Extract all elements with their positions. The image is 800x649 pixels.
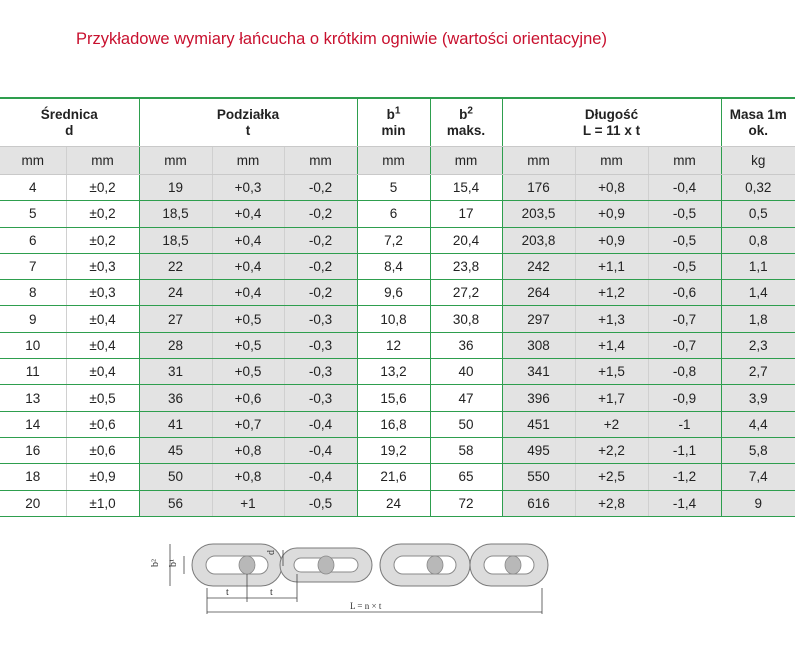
table-cell: -0,9: [648, 385, 721, 411]
table-cell: ±0,2: [66, 227, 139, 253]
table-row: [0, 253, 795, 279]
header-b1-sup: 1: [394, 105, 401, 116]
table-cell: 13,2: [357, 359, 430, 385]
table-cell: 36: [139, 385, 212, 411]
table-cell: 15,4: [430, 175, 502, 201]
table-cell: 47: [430, 385, 502, 411]
header-length-title: Długość: [584, 106, 639, 122]
table-cell: 4,4: [721, 411, 795, 437]
label-l: L = n × t: [350, 601, 382, 611]
unit-cell: mm: [0, 147, 66, 175]
table-cell: ±0,3: [66, 253, 139, 279]
table-cell: -0,3: [284, 385, 357, 411]
header-b2-sub: maks.: [446, 122, 486, 138]
table-cell: -0,3: [284, 359, 357, 385]
table-cell: 308: [502, 332, 575, 358]
table-cell: 20,4: [430, 227, 502, 253]
label-t2: t: [270, 587, 273, 598]
table-cell: 10,8: [357, 306, 430, 332]
table-row: [0, 227, 795, 253]
header-mass-title: Masa 1m: [729, 106, 787, 122]
unit-cell: mm: [648, 147, 721, 175]
table-cell: 7,4: [721, 464, 795, 490]
table-cell: 297: [502, 306, 575, 332]
header-b2-sup: 2: [467, 105, 473, 116]
table-row: [0, 332, 795, 358]
table-cell: 3,9: [721, 385, 795, 411]
header-length: [502, 98, 721, 147]
table-cell: +0,8: [575, 175, 648, 201]
header-length-formula: L = 11 x t: [582, 122, 641, 138]
header-b1-sub: min: [381, 122, 406, 138]
table-cell: 6: [357, 201, 430, 227]
table-cell: 56: [139, 490, 212, 516]
chain-dimensions-table: [0, 97, 795, 517]
table-cell: 264: [502, 280, 575, 306]
table-cell: -0,5: [284, 490, 357, 516]
table-cell: +0,4: [212, 280, 284, 306]
table-cell: +0,9: [575, 227, 648, 253]
table-cell: 41: [139, 411, 212, 437]
table-cell: ±0,9: [66, 464, 139, 490]
table-cell: 8,4: [357, 253, 430, 279]
table-cell: 45: [139, 437, 212, 463]
table-cell: 11: [0, 359, 66, 385]
table-cell: 31: [139, 359, 212, 385]
link-hole-3: [394, 556, 456, 574]
header-pitch: [139, 98, 357, 147]
table-cell: ±0,2: [66, 175, 139, 201]
table-cell: +1,7: [575, 385, 648, 411]
table-cell: 24: [357, 490, 430, 516]
table-cell: 5: [357, 175, 430, 201]
table-cell: -0,4: [284, 411, 357, 437]
table-cell: 7: [0, 253, 66, 279]
header-pitch-title: Podziałka: [216, 106, 280, 122]
table-cell: 23,8: [430, 253, 502, 279]
unit-cell: mm: [430, 147, 502, 175]
table-cell: +0,4: [212, 201, 284, 227]
table-cell: 1,4: [721, 280, 795, 306]
table-cell: 203,5: [502, 201, 575, 227]
table-cell: -0,2: [284, 201, 357, 227]
table-cell: 18: [0, 464, 66, 490]
table-cell: 72: [430, 490, 502, 516]
table-cell: 15,6: [357, 385, 430, 411]
header-b1-symbol: b: [386, 106, 395, 122]
table-cell: 20: [0, 490, 66, 516]
table-cell: -0,7: [648, 332, 721, 358]
table-body: [0, 175, 795, 517]
table-cell: 58: [430, 437, 502, 463]
table-cell: 7,2: [357, 227, 430, 253]
table-row: [0, 411, 795, 437]
table-cell: 18,5: [139, 201, 212, 227]
table-row: [0, 280, 795, 306]
table-cell: ±1,0: [66, 490, 139, 516]
table-cell: -0,8: [648, 359, 721, 385]
table-row: [0, 385, 795, 411]
table-cell: 1,8: [721, 306, 795, 332]
table-cell: 14: [0, 411, 66, 437]
table-cell: -0,2: [284, 175, 357, 201]
table-cell: 5: [0, 201, 66, 227]
table-cell: 28: [139, 332, 212, 358]
table-row: [0, 175, 795, 201]
table-cell: 12: [357, 332, 430, 358]
table-cell: +1,2: [575, 280, 648, 306]
table-cell: +0,9: [575, 201, 648, 227]
table-cell: 65: [430, 464, 502, 490]
unit-cell: mm: [284, 147, 357, 175]
table-cell: 17: [430, 201, 502, 227]
table-row: [0, 306, 795, 332]
table-cell: +2: [575, 411, 648, 437]
unit-cell: kg: [721, 147, 795, 175]
chain-link-diagram: [150, 522, 550, 622]
table-cell: +0,4: [212, 253, 284, 279]
table-row: [0, 490, 795, 516]
header-mass: [721, 98, 795, 147]
table-cell: ±0,2: [66, 201, 139, 227]
units-row: [0, 147, 795, 175]
table-cell: +1,5: [575, 359, 648, 385]
table-cell: ±0,5: [66, 385, 139, 411]
header-b1: [357, 98, 430, 147]
header-b2: [430, 98, 502, 147]
table-cell: +0,8: [212, 437, 284, 463]
table-cell: +1,1: [575, 253, 648, 279]
header-mass-sub: ok.: [748, 122, 768, 138]
table-cell: +2,5: [575, 464, 648, 490]
table-cell: +0,8: [212, 464, 284, 490]
table-cell: 242: [502, 253, 575, 279]
table-cell: 2,3: [721, 332, 795, 358]
table-cell: 176: [502, 175, 575, 201]
table-cell: -0,4: [648, 175, 721, 201]
table-cell: 50: [139, 464, 212, 490]
table-cell: 10: [0, 332, 66, 358]
unit-cell: mm: [502, 147, 575, 175]
table-cell: 16: [0, 437, 66, 463]
link-section-2: [318, 556, 334, 574]
table-cell: -1,2: [648, 464, 721, 490]
table-row: [0, 201, 795, 227]
table-cell: ±0,6: [66, 437, 139, 463]
table-cell: +0,5: [212, 332, 284, 358]
table-cell: -0,2: [284, 253, 357, 279]
table-cell: 36: [430, 332, 502, 358]
table-cell: +0,4: [212, 227, 284, 253]
header-pitch-symbol: t: [245, 122, 251, 138]
table-cell: 495: [502, 437, 575, 463]
table-cell: -0,2: [284, 280, 357, 306]
table-cell: 27,2: [430, 280, 502, 306]
table-cell: 27: [139, 306, 212, 332]
table-cell: 24: [139, 280, 212, 306]
label-b1: b¹: [168, 559, 179, 567]
header-diameter-title: Średnica: [40, 106, 98, 122]
table-cell: 18,5: [139, 227, 212, 253]
table-cell: 22: [139, 253, 212, 279]
table-cell: 396: [502, 385, 575, 411]
table-cell: ±0,6: [66, 411, 139, 437]
table-cell: 6: [0, 227, 66, 253]
table-cell: 13: [0, 385, 66, 411]
unit-cell: mm: [66, 147, 139, 175]
table-cell: 19,2: [357, 437, 430, 463]
table-cell: -0,4: [284, 437, 357, 463]
table-cell: 19: [139, 175, 212, 201]
table-row: [0, 359, 795, 385]
header-diameter-symbol: d: [65, 122, 74, 138]
table-cell: +0,5: [212, 306, 284, 332]
table-cell: 4: [0, 175, 66, 201]
table-row: [0, 437, 795, 463]
table-cell: -0,6: [648, 280, 721, 306]
table-row: [0, 464, 795, 490]
table-cell: -1,4: [648, 490, 721, 516]
table-cell: 50: [430, 411, 502, 437]
table-cell: 616: [502, 490, 575, 516]
table-cell: 203,8: [502, 227, 575, 253]
table-cell: 40: [430, 359, 502, 385]
table-cell: -0,5: [648, 201, 721, 227]
table-cell: ±0,3: [66, 280, 139, 306]
table-cell: -0,2: [284, 227, 357, 253]
table-cell: 0,8: [721, 227, 795, 253]
table-cell: 9: [0, 306, 66, 332]
link-hole-1: [206, 556, 268, 574]
table-cell: -0,5: [648, 227, 721, 253]
table-cell: +2,8: [575, 490, 648, 516]
header-row: [0, 98, 795, 147]
table-cell: 8: [0, 280, 66, 306]
table-cell: 1,1: [721, 253, 795, 279]
table-cell: +1: [212, 490, 284, 516]
table-cell: 0,5: [721, 201, 795, 227]
table-cell: 2,7: [721, 359, 795, 385]
table-cell: ±0,4: [66, 306, 139, 332]
table-cell: +0,7: [212, 411, 284, 437]
link-section-4: [505, 556, 521, 574]
table-cell: 0,32: [721, 175, 795, 201]
table-cell: -1: [648, 411, 721, 437]
unit-cell: mm: [575, 147, 648, 175]
table-cell: -0,3: [284, 332, 357, 358]
unit-cell: mm: [139, 147, 212, 175]
header-diameter: [0, 98, 139, 147]
table-cell: 341: [502, 359, 575, 385]
table-cell: +2,2: [575, 437, 648, 463]
table-cell: 451: [502, 411, 575, 437]
table-cell: -0,7: [648, 306, 721, 332]
table-cell: +1,4: [575, 332, 648, 358]
label-b2: b²: [150, 559, 161, 567]
table-cell: -0,4: [284, 464, 357, 490]
table-cell: +0,5: [212, 359, 284, 385]
table-cell: 9,6: [357, 280, 430, 306]
label-t1: t: [226, 587, 229, 598]
table-cell: -1,1: [648, 437, 721, 463]
link-section-3: [427, 556, 443, 574]
table-cell: 30,8: [430, 306, 502, 332]
page-title: Przykładowe wymiary łańcucha o krótkim ogniwie (wartości orientacyjne): [76, 30, 607, 48]
header-b2-symbol: b: [459, 106, 468, 122]
unit-cell: mm: [212, 147, 284, 175]
table-cell: 9: [721, 490, 795, 516]
table-cell: 550: [502, 464, 575, 490]
table-cell: 5,8: [721, 437, 795, 463]
table-cell: ±0,4: [66, 359, 139, 385]
table-cell: 16,8: [357, 411, 430, 437]
table-cell: ±0,4: [66, 332, 139, 358]
label-d: d: [266, 550, 277, 555]
table-cell: +0,6: [212, 385, 284, 411]
link-section-1: [239, 556, 255, 574]
table-cell: 21,6: [357, 464, 430, 490]
table-cell: -0,3: [284, 306, 357, 332]
table-cell: -0,5: [648, 253, 721, 279]
table-cell: +1,3: [575, 306, 648, 332]
unit-cell: mm: [357, 147, 430, 175]
table-cell: +0,3: [212, 175, 284, 201]
